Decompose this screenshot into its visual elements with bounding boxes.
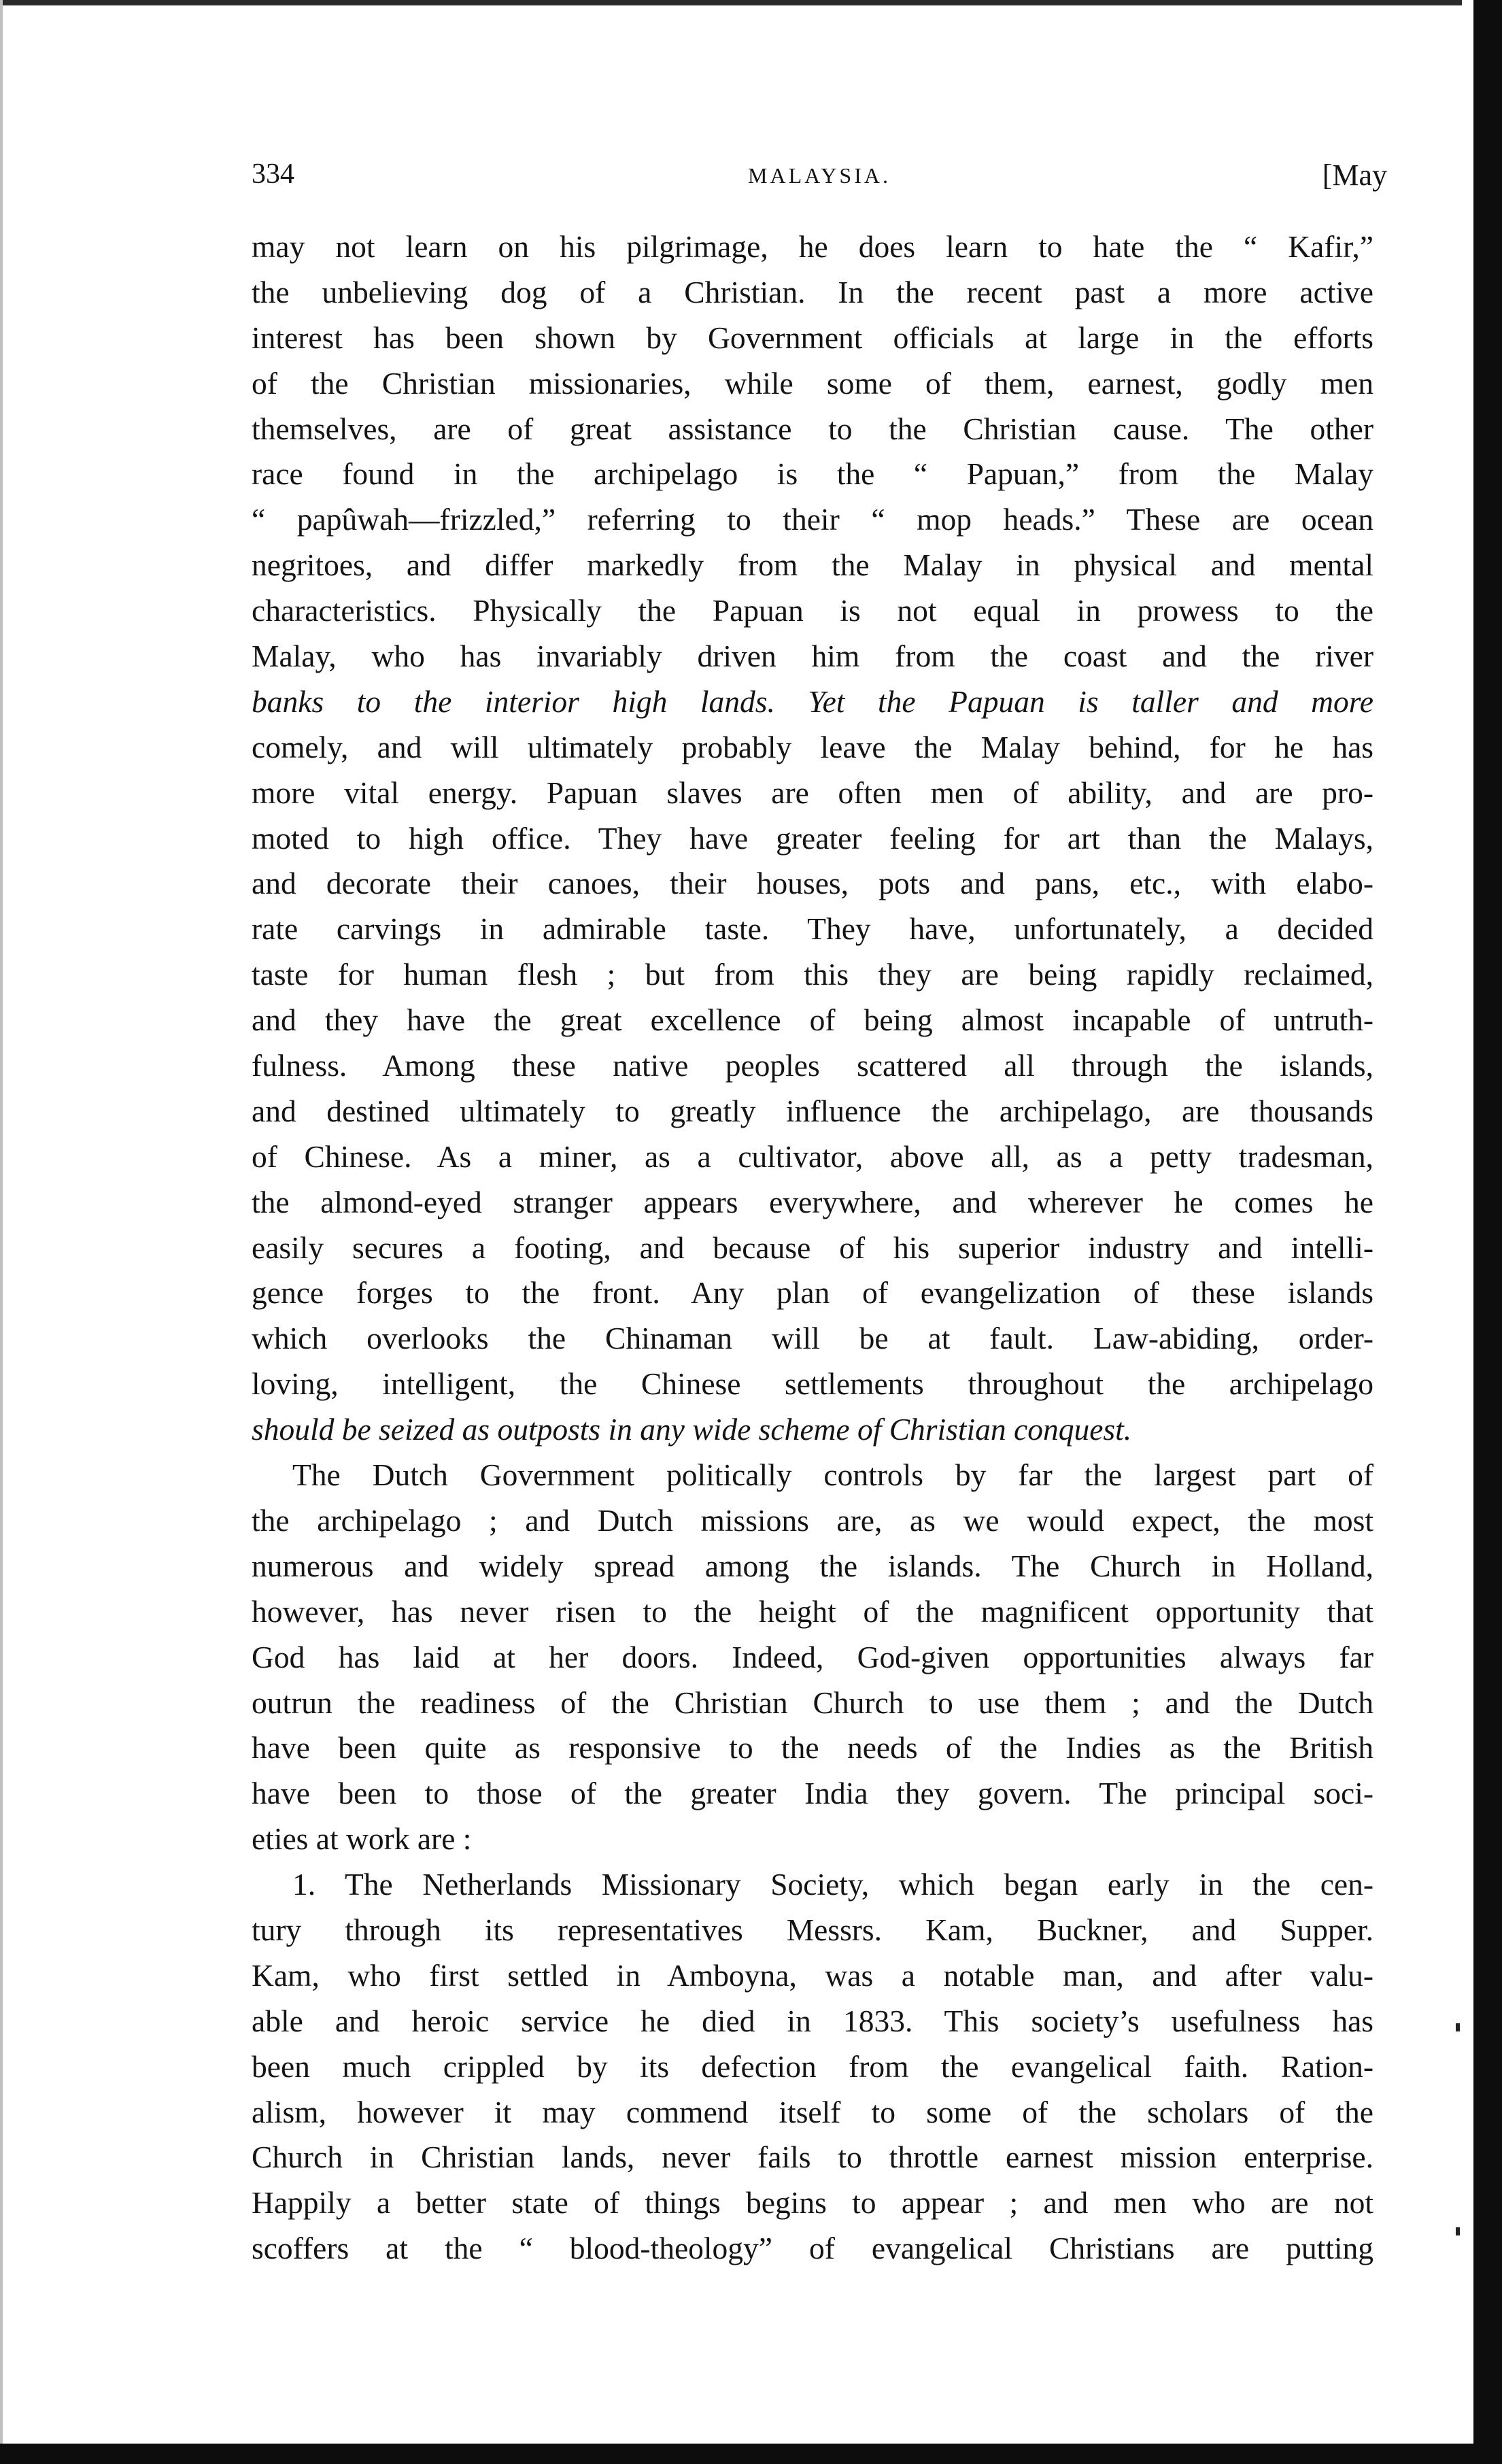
running-title: MALAYSIA. bbox=[748, 163, 891, 188]
text-line: eties at work are : bbox=[252, 1821, 472, 1857]
text-line: The Dutch Government politically controls by far the largest part of bbox=[292, 1457, 1373, 1493]
text-line: the archipelago ; and Dutch missions are, as we would expect, the most bbox=[252, 1502, 1373, 1538]
text-line: gence forges to the front. Any plan of evangelization of these islands bbox=[252, 1275, 1373, 1311]
scan-edge-bottom bbox=[0, 2444, 1502, 2464]
text-line: numerous and widely spread among the islands. The Church in Holland, bbox=[252, 1548, 1373, 1583]
text-line: Malay, who has invariably driven him from the coast and the river bbox=[252, 639, 1373, 674]
text-line: been much crippled by its defection from the evangelical faith. Ration- bbox=[252, 2048, 1373, 2084]
text-line: able and heroic service he died in 1833. This society’s usefulness has bbox=[252, 2003, 1373, 2038]
text-line: alism, however it may commend itself to some of the scholars of the bbox=[252, 2094, 1373, 2129]
scan-edge-top bbox=[0, 0, 1462, 5]
text-line: loving, intelligent, the Chinese settlements throughout the archipelago bbox=[252, 1366, 1373, 1402]
text-line: the unbelieving dog of a Christian. In the recent past a more active bbox=[252, 274, 1373, 309]
text-line: and they have the great excellence of being almost incapable of untruth- bbox=[252, 1002, 1373, 1038]
text-line: Happily a better state of things begins to appear ; and men who are not bbox=[252, 2185, 1373, 2221]
text-line: comely, and will ultimately probably leave the Malay behind, for he has bbox=[252, 729, 1373, 764]
text-line: should be seized as outposts in any wide scheme of Christian conquest. bbox=[252, 1412, 1132, 1447]
text-line: the almond-eyed stranger appears everywhere, and wherever he comes he bbox=[252, 1184, 1373, 1219]
scan-edge-left bbox=[0, 0, 3, 2464]
text-line: Kam, who first settled in Amboyna, was a notable man, and after valu- bbox=[252, 1957, 1373, 1993]
text-line: tury through its representatives Messrs. Kam, Buckner, and Supper. bbox=[252, 1912, 1373, 1947]
running-month: [May bbox=[1322, 158, 1387, 192]
text-line: have been quite as responsive to the needs of the Indies as the British bbox=[252, 1730, 1373, 1766]
text-line: may not learn on his pilgrimage, he does learn to hate the “ Kafir,” bbox=[252, 229, 1373, 264]
scan-edge-right bbox=[1473, 0, 1502, 2464]
text-line: scoffers at the “ blood-theology” of evangelical Christians are putting bbox=[252, 2231, 1373, 2266]
text-line: moted to high office. They have greater feeling for art than the Malays, bbox=[252, 820, 1373, 856]
text-line: and decorate their canoes, their houses, pots and pans, etc., with elabo- bbox=[252, 866, 1373, 901]
stray-mark bbox=[1456, 2227, 1460, 2235]
text-line: God has laid at her doors. Indeed, God-given opportunities always far bbox=[252, 1639, 1373, 1674]
body-text bbox=[252, 224, 1373, 2272]
text-line: of Chinese. As a miner, as a cultivator, above all, as a petty tradesman, bbox=[252, 1138, 1373, 1174]
text-line: interest has been shown by Government officials at large in the efforts bbox=[252, 320, 1373, 355]
text-line: rate carvings in admirable taste. They have, unfortunately, a decided bbox=[252, 911, 1373, 947]
text-line: 1. The Netherlands Missionary Society, which began early in the cen- bbox=[292, 1867, 1373, 1902]
text-line: however, has never risen to the height of the magnificent opportunity that bbox=[252, 1593, 1373, 1629]
page-number: 334 bbox=[252, 158, 294, 190]
text-line: taste for human flesh ; but from this they are being rapidly reclaimed, bbox=[252, 957, 1373, 992]
text-line: have been to those of the greater India they govern. The principal soci- bbox=[252, 1776, 1373, 1811]
text-line: banks to the interior high lands. Yet the Papuan is taller and more bbox=[252, 683, 1373, 719]
text-line: “ papûwah—frizzled,” referring to their “ mop heads.” These are ocean bbox=[252, 502, 1373, 537]
text-line: Church in Christian lands, never fails to throttle earnest mission enterprise. bbox=[252, 2140, 1373, 2175]
text-line: which overlooks the Chinaman will be at fault. Law-abiding, order- bbox=[252, 1321, 1373, 1356]
text-line: more vital energy. Papuan slaves are often men of ability, and are pro- bbox=[252, 775, 1373, 810]
text-line: outrun the readiness of the Christian Church to use them ; and the Dutch bbox=[252, 1685, 1373, 1720]
text-line: and destined ultimately to greatly influence the archipelago, are thousands bbox=[252, 1093, 1373, 1128]
stray-mark bbox=[1456, 2023, 1460, 2031]
text-line: race found in the archipelago is the “ Papuan,” from the Malay bbox=[252, 456, 1373, 492]
text-line: fulness. Among these native peoples scattered all through the islands, bbox=[252, 1048, 1373, 1083]
text-line: themselves, are of great assistance to the Christian cause. The other bbox=[252, 411, 1373, 446]
running-head bbox=[252, 155, 1387, 196]
text-line: easily secures a footing, and because of his superior industry and intelli- bbox=[252, 1230, 1373, 1265]
text-line: of the Christian missionaries, while some of them, earnest, godly men bbox=[252, 365, 1373, 401]
text-line: characteristics. Physically the Papuan is not equal in prowess to the bbox=[252, 593, 1373, 628]
text-line: negritoes, and differ markedly from the Malay in physical and mental bbox=[252, 547, 1373, 583]
